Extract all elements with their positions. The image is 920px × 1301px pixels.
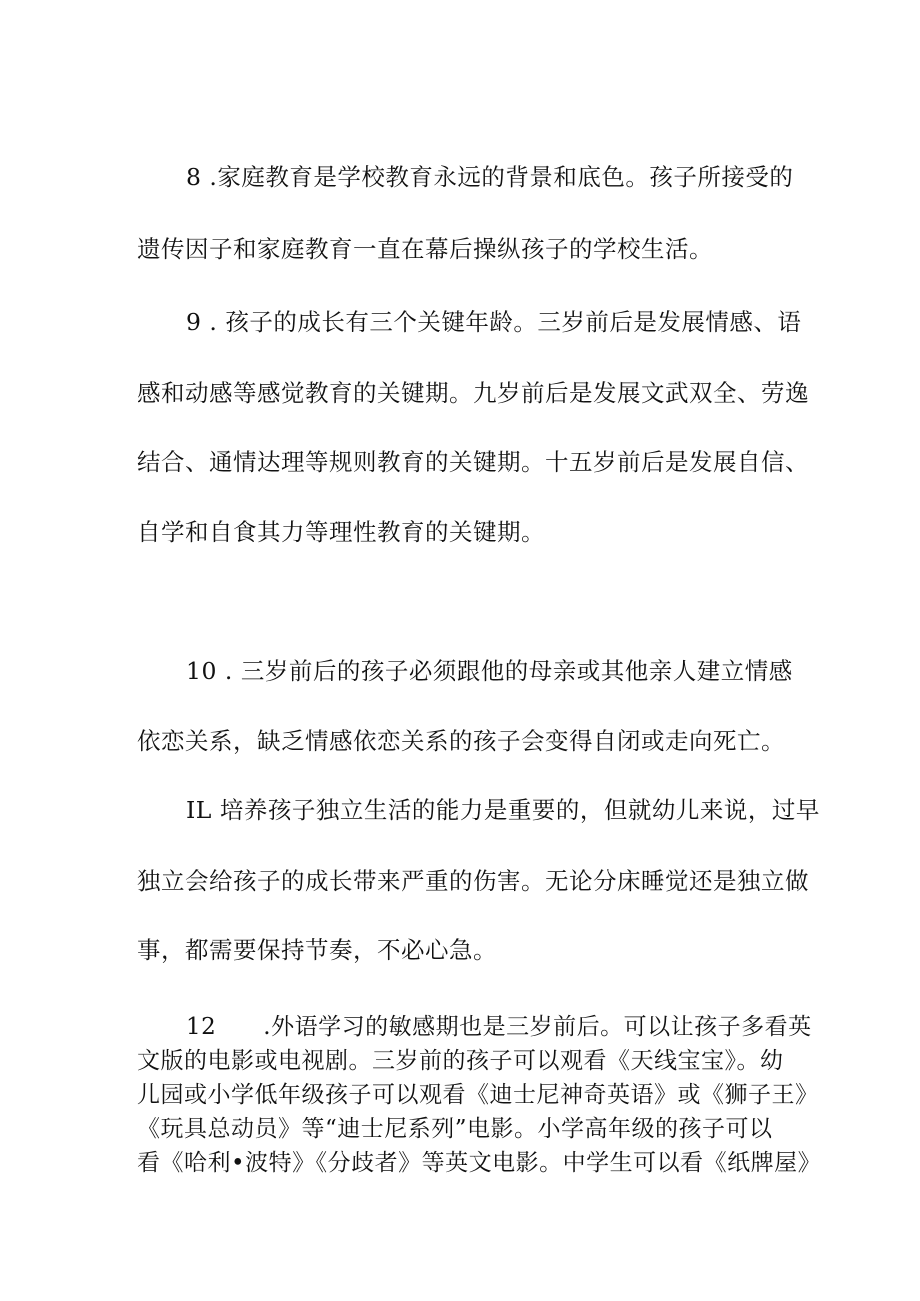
paragraph-line: 8 .家庭教育是学校教育永远的背景和底色。孩子所接受的 — [186, 163, 794, 191]
paragraph-line: 《玩具总动员》等“迪士尼系列”电影。小学高年级的孩子可以 — [137, 1116, 773, 1142]
paragraph-line: 依恋关系，缺乏情感依恋关系的孩子会变得自闭或走向死亡。 — [137, 727, 785, 755]
paragraph-line: 12 .外语学习的敏感期也是三岁前后。可以让孩子多看英 — [186, 1014, 812, 1040]
paragraph-line: 独立会给孩子的成长带来严重的伤害。无论分床睡觉还是独立做 — [137, 867, 809, 895]
paragraph-line: 文版的电影或电视剧。三岁前的孩子可以观看《天线宝宝》。幼 — [137, 1048, 784, 1074]
paragraph-line: 结合、通情达理等规则教育的关键期。十五岁前后是发展自信、 — [137, 448, 809, 476]
paragraph-line: 儿园或小学低年级孩子可以观看《迪士尼神奇英语》或《狮子王》 — [137, 1082, 819, 1108]
paragraph-line: 10 . 三岁前后的孩子必须跟他的母亲或其他亲人建立情感 — [186, 657, 793, 685]
paragraph-line: IL 培养孩子独立生活的能力是重要的，但就幼儿来说，过早 — [186, 796, 820, 824]
paragraph-line: 遗传因子和家庭教育一直在幕后操纵孩子的学校生活。 — [137, 235, 713, 263]
paragraph-line: 事，都需要保持节奏，不必心急。 — [137, 936, 497, 964]
paragraph-line: 感和动感等感觉教育的关键期。九岁前后是发展文武双全、劳逸 — [137, 379, 809, 407]
paragraph-line: 看《哈利•波特》《分歧者》等英文电影。中学生可以看《纸牌屋》 — [137, 1150, 822, 1176]
paragraph-line: 9 . 孩子的成长有三个关键年龄。三岁前后是发展情感、语 — [186, 308, 802, 336]
paragraph-line: 自学和自食其力等理性教育的关键期。 — [137, 518, 545, 546]
